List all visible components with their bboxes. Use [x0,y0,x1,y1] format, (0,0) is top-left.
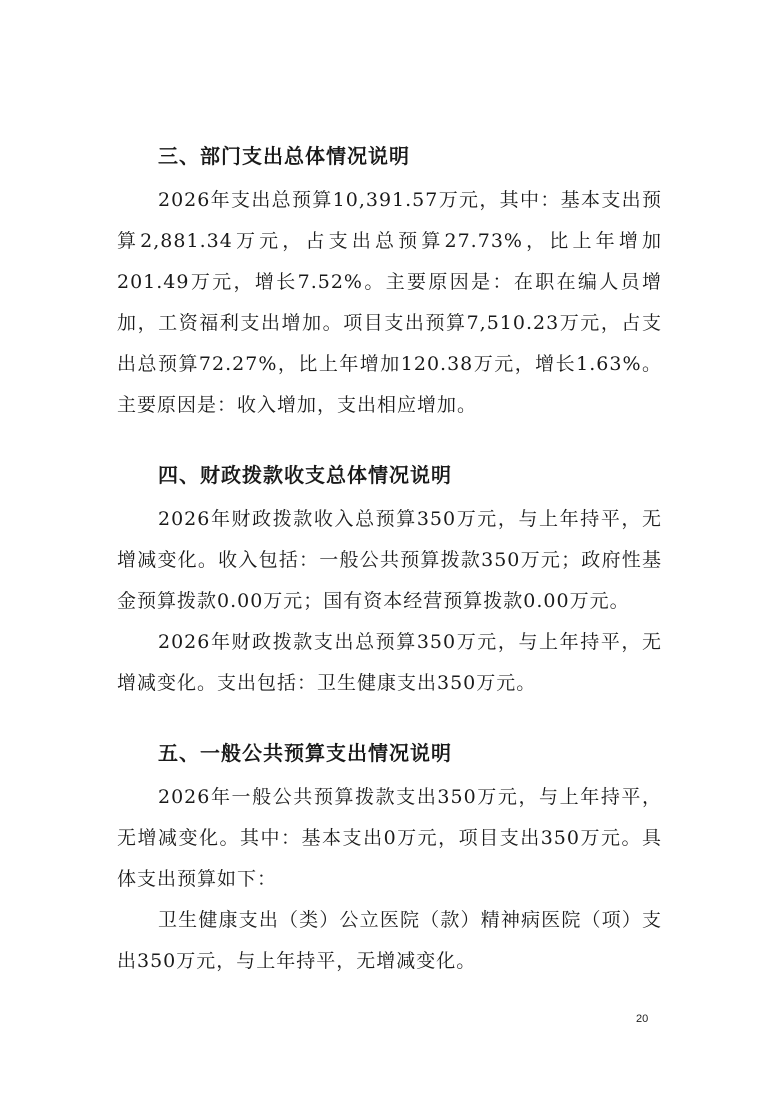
section-general-public-budget [117,735,662,982]
section-heading: 五、一般公共预算支出情况说明 [158,741,452,765]
paragraph: 2026年财政拨款支出总预算350万元，与上年持平，无增减变化。支出包括：卫生健康支出350万元。 [117,631,662,694]
paragraph: 卫生健康支出（类）公立医院（款）精神病医院（项）支出350万元，与上年持平，无增减变化。 [117,909,662,972]
paragraph: 2026年一般公共预算拨款支出350万元，与上年持平，无增减变化。其中：基本支出0万元，项目支出350万元。具体支出预算如下： [117,786,662,890]
page-number: 20 [636,1013,649,1025]
section-spacer [117,704,662,735]
section-heading: 四、财政拨款收支总体情况说明 [158,463,452,487]
paragraph: 2026年支出总预算10,391.57万元，其中：基本支出预算2,881.34万元，占支出总预算27.73%，比上年增加201.49万元，增长7.52%。主要原因是：在职在编人员增加，工资福利支出增加。项目支出预算7,510.23万元，占支出总预算72.27%，比上年增加120.38万元，增长1.63%。主要原因是：收入增加，支出相应增加。 [117,189,662,416]
section-spacer [117,426,662,457]
section-department-expenditure [117,138,662,426]
paragraph: 2026年财政拨款收入总预算350万元，与上年持平，无增减变化。收入包括：一般公共预算拨款350万元；政府性基金预算拨款0.00万元；国有资本经营预算拨款0.00万元。 [117,508,662,612]
document-body [117,138,662,982]
section-heading: 三、部门支出总体情况说明 [158,144,410,168]
section-fiscal-appropriation [117,457,662,704]
